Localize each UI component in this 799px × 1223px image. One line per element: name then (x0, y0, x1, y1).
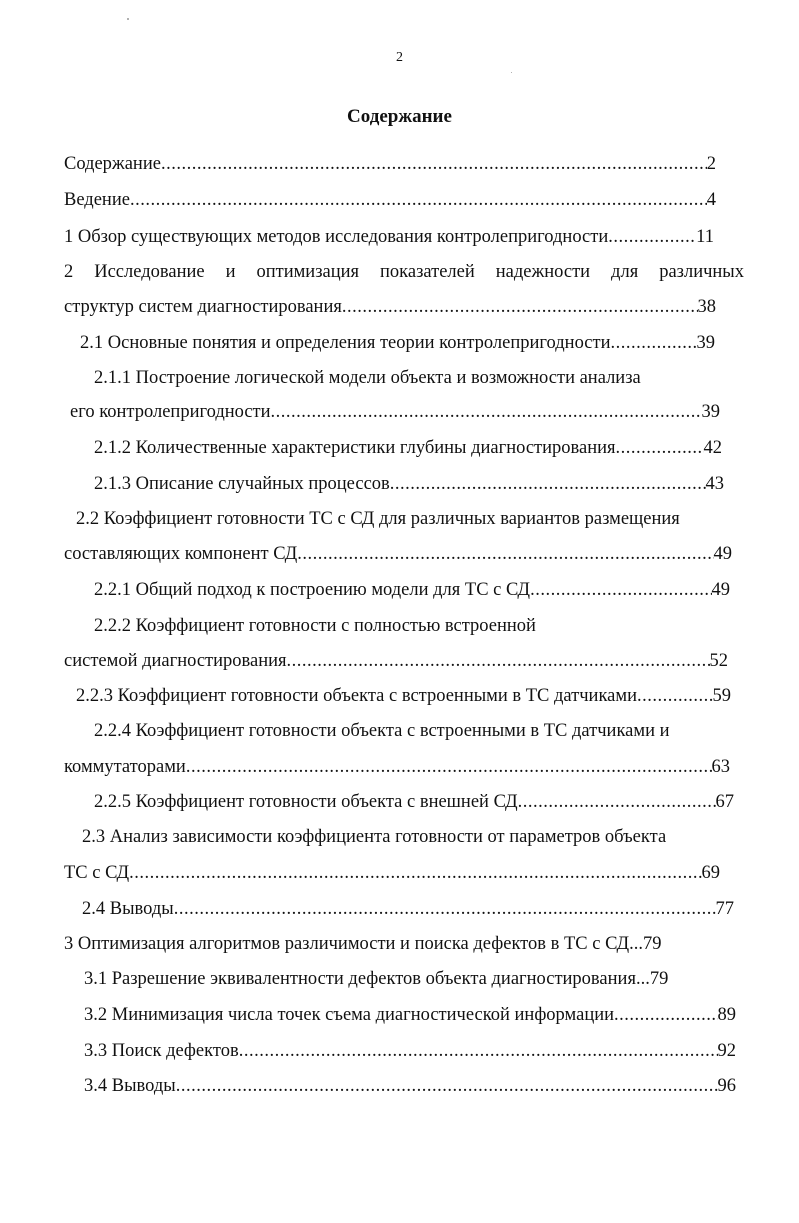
toc-entry-page: 43 (705, 474, 724, 494)
toc-entry-text: ТС с СД (64, 863, 130, 883)
toc-entry-text: 2.2.1 Общий подход к построению модели для ТС с СД (94, 580, 531, 600)
toc-entry (64, 152, 716, 176)
toc-entry-text: составляющих компонент СД (64, 544, 298, 564)
toc-entry-text: 3 Оптимизация алгоритмов различимости и поиска дефектов в ТС с СД (64, 934, 630, 954)
toc-entry-page: 77 (715, 899, 734, 919)
toc-entry-text: 3.1 Разрешение эквивалентности дефектов объекта диагностирования (84, 969, 636, 989)
scan-speck (127, 18, 129, 20)
toc-leader-dots (614, 1003, 717, 1027)
toc-entry-text: 2.1.2 Количественные характеристики глубины диагностирования (94, 438, 616, 458)
toc-entry-page: 79 (649, 969, 669, 989)
toc-leader-dots (530, 578, 711, 602)
toc-entry (94, 578, 730, 602)
toc-leader-dots (287, 649, 710, 673)
toc-entry-text: 2.2.5 Коэффициент готовности объекта с внешней СД (94, 792, 518, 812)
toc-entry-text: 2.1 Основные понятия и определения теории контролепригодности (80, 333, 611, 353)
toc-leader-dots (271, 400, 702, 424)
toc-entry-page: 96 (717, 1076, 736, 1096)
toc-leader-dots: ... (635, 969, 650, 989)
toc-entry-page: 39 (696, 333, 715, 353)
page-title: Содержание (347, 106, 452, 127)
toc-entry-text: системой диагностирования (64, 651, 287, 671)
toc-entry-text: 2.2.3 Коэффициент готовности объекта с встроенными в ТС датчиками (76, 686, 637, 706)
toc-entry-page: 2 (706, 154, 716, 174)
toc-entry-text: Ведение (64, 190, 130, 210)
toc-leader-dots (608, 225, 696, 249)
toc-entry-page: 11 (696, 227, 714, 247)
toc-entry (82, 897, 734, 921)
toc-entry-text: 3.4 Выводы (84, 1076, 176, 1096)
toc-entry-page: 89 (717, 1005, 736, 1025)
scan-speck (511, 72, 512, 73)
toc-entry (76, 684, 731, 708)
toc-entry (84, 1039, 736, 1063)
toc-entry-line1: 2 Исследование и оптимизация показателей надежности для различных (64, 262, 744, 282)
toc-entry (64, 188, 716, 212)
toc-entry (94, 790, 734, 814)
toc-entry (64, 225, 714, 249)
toc-entry-text: 2.4 Выводы (82, 899, 174, 919)
toc-entry-text: его контролепригодности (70, 402, 271, 422)
toc-entry-page: 79 (643, 934, 662, 954)
toc-leader-dots (176, 1074, 718, 1098)
toc-entry (84, 1003, 736, 1027)
toc-entry-page: 38 (697, 297, 716, 317)
page-number: 2 (396, 50, 403, 65)
toc-entry-page: 4 (706, 190, 716, 210)
toc-leader-dots (239, 1039, 718, 1063)
toc-entry (94, 472, 724, 496)
toc-entry-line1: 2.2.2 Коэффициент готовности с полностью встроенной (94, 616, 536, 636)
toc-entry-text: 1 Обзор существующих методов исследования контролепригодности (64, 227, 609, 247)
toc-entry-text: 3.2 Минимизация числа точек съема диагностической информации (84, 1005, 615, 1025)
toc-entry-text: Содержание (64, 154, 161, 174)
toc-leader-dots (186, 755, 712, 779)
toc-entry-text: коммутаторами (64, 757, 186, 777)
toc-entry (64, 295, 716, 319)
toc-entry-page: 49 (713, 544, 732, 564)
toc-entry-page: 39 (701, 402, 720, 422)
toc-entry (94, 436, 722, 460)
toc-entry-page: 59 (712, 686, 731, 706)
toc-leader-dots (130, 188, 707, 212)
toc-entry-page: 69 (701, 863, 720, 883)
toc-leader-dots (174, 897, 716, 921)
toc-leader-dots (611, 331, 697, 355)
toc-entry-text: структур систем диагностирования (64, 297, 342, 317)
toc-leader-dots (342, 295, 698, 319)
toc-entry-page: 92 (717, 1041, 736, 1061)
toc-entry-line1: 2.3 Анализ зависимости коэффициента готовности от параметров объекта (82, 827, 667, 847)
toc-leader-dots: ... (629, 934, 644, 954)
toc-entry-line1: 2.1.1 Построение логической модели объекта и возможности анализа (94, 368, 641, 388)
toc-entry (84, 1074, 736, 1098)
toc-leader-dots (616, 436, 704, 460)
toc-entry-page: 49 (711, 580, 730, 600)
toc-entry-line1: 2.2 Коэффициент готовности ТС с СД для различных вариантов размещения (76, 509, 680, 529)
toc-entry-text: 3.3 Поиск дефектов (84, 1041, 239, 1061)
toc-entry (64, 755, 730, 779)
toc-entry-page: 42 (703, 438, 722, 458)
toc-entry-page: 63 (711, 757, 730, 777)
toc-entry (84, 967, 784, 991)
toc-leader-dots (297, 542, 713, 566)
toc-leader-dots (637, 684, 713, 708)
toc-entry-page: 52 (709, 651, 728, 671)
toc-entry-text: 2.1.3 Описание случайных процессов (94, 474, 390, 494)
toc-entry-page: 67 (715, 792, 734, 812)
toc-entry (64, 542, 732, 566)
toc-leader-dots (129, 861, 701, 885)
toc-entry (80, 331, 715, 355)
toc-leader-dots (518, 790, 716, 814)
toc-leader-dots (161, 152, 707, 176)
toc-leader-dots (390, 472, 706, 496)
toc-entry (64, 649, 728, 673)
toc-entry (64, 861, 720, 885)
toc-entry (64, 932, 764, 956)
toc-entry-line1: 2.2.4 Коэффициент готовности объекта с встроенными в ТС датчиками и (94, 721, 670, 741)
toc-entry (70, 400, 720, 424)
